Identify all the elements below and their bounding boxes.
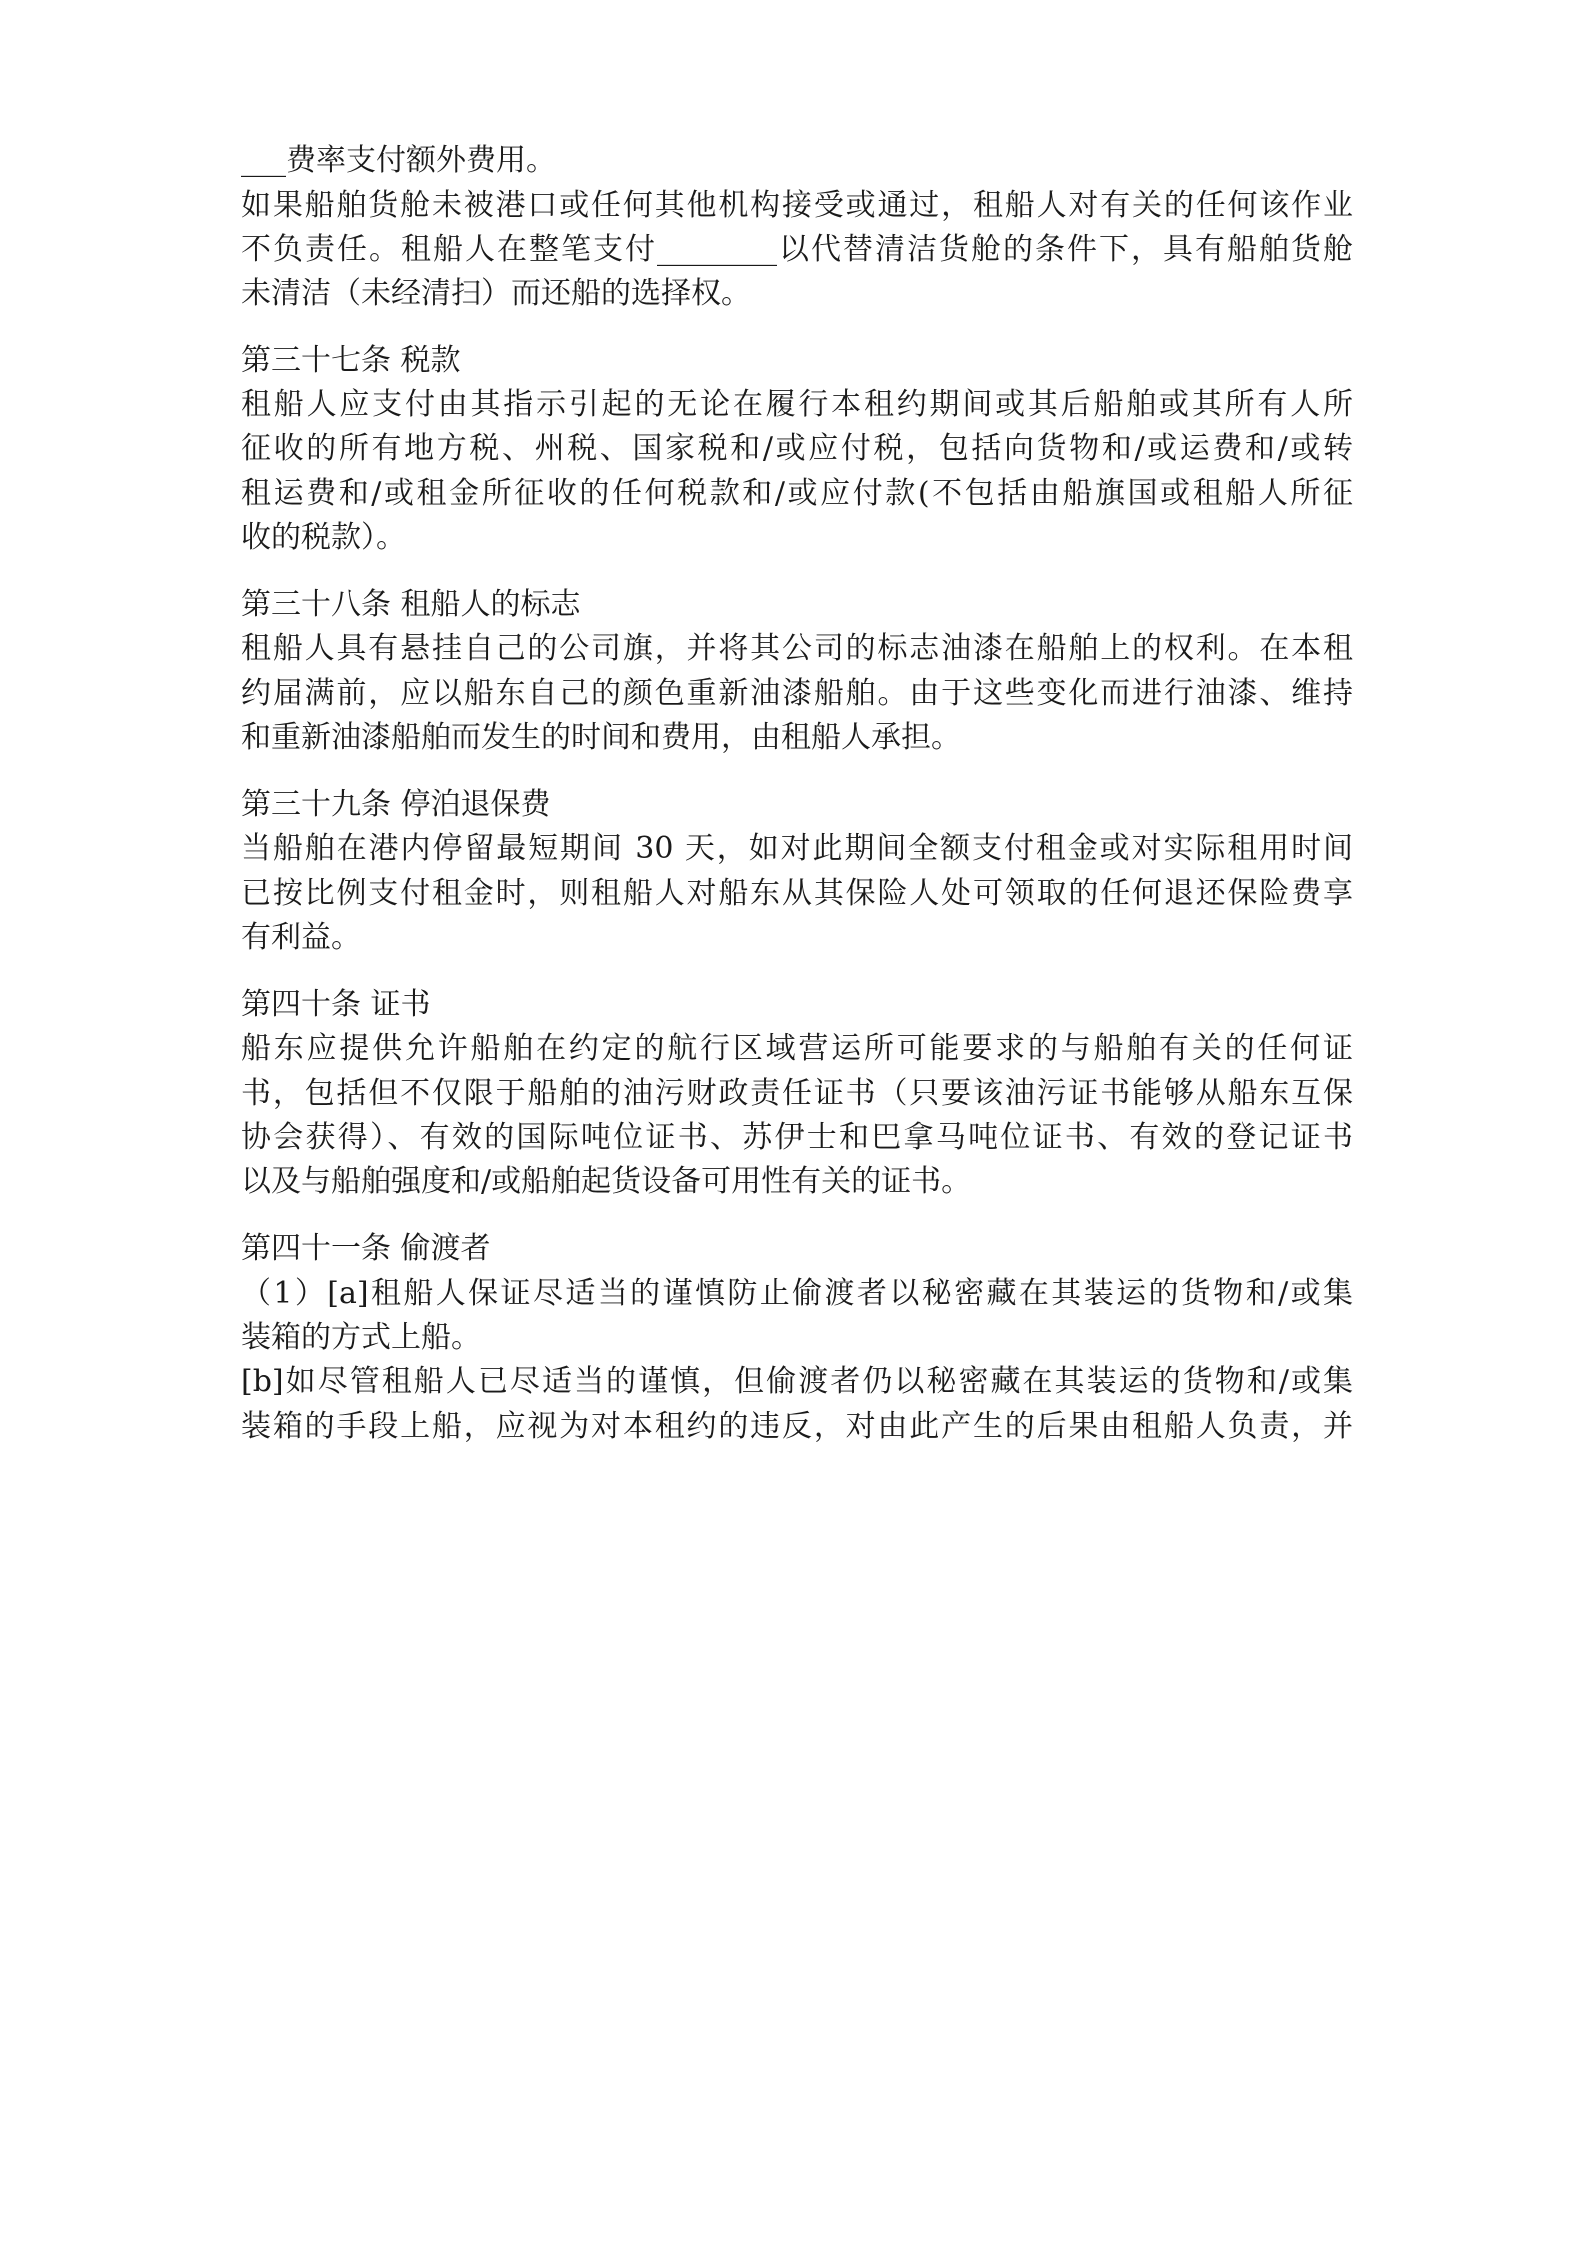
intro-line-1: ___费率支付额外费用。: [241, 143, 556, 178]
article-37-line-1: 租船人应支付由其指示引起的无论在履行本租约期间或其后船舶或其所有人所: [241, 387, 1353, 422]
article-39-line-1: 当船舶在港内停留最短期间 30 天，如对此期间全额支付租金或对实际租用时间: [241, 831, 1353, 866]
intro-line-2: 如果船舶货舱未被港口或任何其他机构接受或通过，租船人对有关的任何该作业: [241, 188, 1353, 223]
article-39-line-2: 已按比例支付租金时，则租船人对船东从其保险人处可领取的任何退还保险费享: [241, 876, 1353, 911]
article-40-line-2: 书，包括但不仅限于船舶的油污财政责任证书（只要该油污证书能够从船东互保: [241, 1076, 1353, 1111]
article-41-heading: 第四十一条 偷渡者: [241, 1231, 491, 1266]
article-40-line-1: 船东应提供允许船舶在约定的航行区域营运所可能要求的与船舶有关的任何证: [241, 1031, 1353, 1066]
intro-line-4: 未清洁（未经清扫）而还船的选择权。: [241, 276, 751, 311]
article-37-line-4: 收的税款）。: [241, 520, 406, 555]
article-41-line-2: 装箱的方式上船。: [241, 1320, 481, 1355]
article-39-heading: 第三十九条 停泊退保费: [241, 787, 551, 822]
article-41-line-4: 装箱的手段上船，应视为对本租约的违反，对由此产生的后果由租船人负责，并: [241, 1409, 1353, 1444]
article-37-line-2: 征收的所有地方税、州税、国家税和/或应付税，包括向货物和/或运费和/或转: [241, 431, 1353, 466]
article-38-heading: 第三十八条 租船人的标志: [241, 587, 581, 622]
article-38-line-3: 和重新油漆船舶而发生的时间和费用，由租船人承担。: [241, 720, 961, 755]
article-40-line-4: 以及与船舶强度和/或船舶起货设备可用性有关的证书。: [241, 1164, 972, 1199]
article-41-line-3: [b]如尽管租船人已尽适当的谨慎，但偷渡者仍以秘密藏在其装运的货物和/或集: [241, 1364, 1353, 1399]
article-41-line-1: （1）[a]租船人保证尽适当的谨慎防止偷渡者以秘密藏在其装运的货物和/或集: [241, 1276, 1353, 1311]
article-39-line-3: 有利益。: [241, 920, 361, 955]
article-40-line-3: 协会获得）、有效的国际吨位证书、苏伊士和巴拿马吨位证书、有效的登记证书: [241, 1120, 1353, 1155]
article-38-line-1: 租船人具有悬挂自己的公司旗，并将其公司的标志油漆在船舶上的权利。在本租: [241, 631, 1353, 666]
article-38-line-2: 约届满前，应以船东自己的颜色重新油漆船舶。由于这些变化而进行油漆、维持: [241, 676, 1353, 711]
article-37-heading: 第三十七条 税款: [241, 343, 461, 378]
article-37-line-3: 租运费和/或租金所征收的任何税款和/或应付款(不包括由船旗国或租船人所征: [241, 476, 1353, 511]
article-40-heading: 第四十条 证书: [241, 987, 431, 1022]
intro-line-3: 不负责任。租船人在整笔支付________以代替清洁货舱的条件下，具有船舶货舱: [241, 232, 1353, 267]
